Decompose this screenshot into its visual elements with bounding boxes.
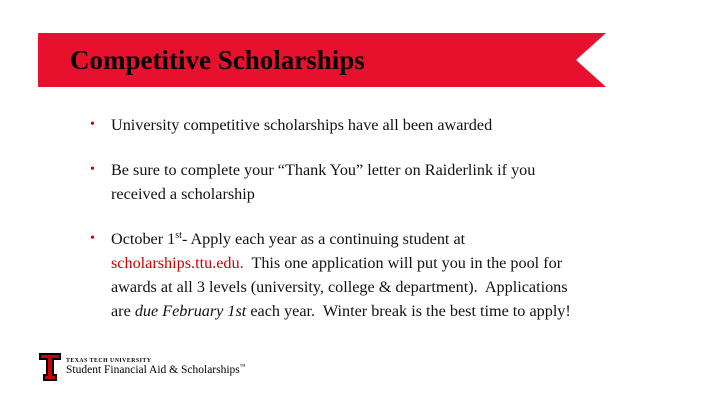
- title-banner: [38, 33, 606, 87]
- bullet-text: each year. Winter break is the best time to apply!: [246, 302, 571, 320]
- list-item: [90, 227, 650, 323]
- footer-logo: [38, 352, 278, 382]
- date-ordinal: st: [175, 230, 182, 241]
- bullet-dot-icon: •: [90, 231, 95, 246]
- page-title: Competitive Scholarships: [70, 45, 365, 75]
- bullet-text: University competitive scholarships have all been awarded: [111, 116, 493, 134]
- bullet-text: received a scholarship: [111, 185, 255, 203]
- deadline-date: October 1: [111, 230, 176, 248]
- list-item: [90, 113, 650, 137]
- bullet-text: Be sure to complete your “Thank You” letter on Raiderlink if you: [111, 161, 536, 179]
- scholarships-link[interactable]: scholarships.ttu.edu.: [111, 254, 244, 272]
- list-item: [90, 158, 650, 206]
- deadline-emphasis: due February 1st: [134, 302, 247, 320]
- bullet-text: are: [111, 302, 135, 320]
- bullet-text: - Apply each year as a continuing student at: [181, 230, 466, 248]
- bullet-text: awards at all 3 levels (university, college & department). Applications: [111, 278, 568, 296]
- university-name: TEXAS TECH UNIVERSITY: [66, 358, 152, 364]
- bullet-dot-icon: •: [90, 162, 95, 177]
- department-name: Student Financial Aid & Scholarships™: [66, 364, 246, 376]
- bullet-dot-icon: •: [90, 117, 95, 132]
- bullet-list: [90, 113, 650, 323]
- double-t-logo-icon: [38, 352, 62, 382]
- bullet-text: This one application will put you in the pool for: [243, 254, 563, 272]
